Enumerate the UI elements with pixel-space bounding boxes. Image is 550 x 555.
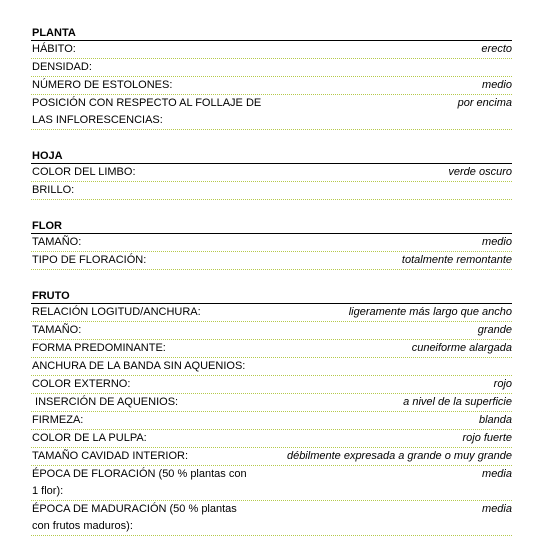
section-title: FLOR [31, 219, 512, 234]
characteristics-sheet [31, 26, 512, 555]
section-fruto [31, 289, 512, 536]
row-value: media [482, 468, 512, 480]
row-value: medio [482, 79, 512, 91]
table-row [31, 95, 512, 130]
table-row [31, 412, 512, 430]
row-label: TAMAÑO: [32, 324, 82, 336]
row-value: blanda [478, 414, 512, 426]
row-value: totalmente remontante [401, 254, 512, 266]
row-label: TIPO DE FLORACIÓN: [32, 254, 147, 266]
row-label: FORMA PREDOMINANTE: [32, 342, 166, 354]
row-value: medio [482, 236, 512, 248]
row-label: ANCHURA DE LA BANDA SIN AQUENIOS: [32, 360, 246, 372]
row-label: ÉPOCA DE MADURACIÓN (50 % plantas con frutos maduros): [32, 503, 237, 532]
row-value: ligeramente más largo que ancho [348, 306, 512, 318]
section-hoja [31, 149, 512, 200]
row-label: COLOR DE LA PULPA: [32, 432, 147, 444]
table-row [31, 304, 512, 322]
section-title: PLANTA [31, 26, 512, 41]
row-value: erecto [481, 43, 512, 55]
row-value: rojo [493, 378, 512, 390]
row-label: COLOR EXTERNO: [32, 378, 131, 390]
row-label: TAMAÑO: [32, 236, 82, 248]
row-label: COLOR DEL LIMBO: [32, 166, 136, 178]
row-label: INSERCIÓN DE AQUENIOS: [32, 396, 179, 408]
row-value: débilmente expresada a grande o muy grande [286, 450, 512, 462]
table-row [31, 358, 512, 376]
table-row [31, 77, 512, 95]
row-label: TAMAÑO CAVIDAD INTERIOR: [32, 450, 189, 462]
table-row [31, 394, 512, 412]
row-label: POSICIÓN CON RESPECTO AL FOLLAJE DE LAS INFLORESCENCIAS: [32, 97, 262, 126]
section-title: FRUTO [31, 289, 512, 304]
table-row [31, 448, 512, 466]
table-row [31, 430, 512, 448]
row-label: NÚMERO DE ESTOLONES: [32, 79, 173, 91]
row-label: FIRMEZA: [32, 414, 84, 426]
section-title: HOJA [31, 149, 512, 164]
table-row [31, 164, 512, 182]
section-flor [31, 219, 512, 270]
table-row [31, 182, 512, 200]
row-label: DENSIDAD: [32, 61, 92, 73]
table-row [31, 340, 512, 358]
table-row [31, 466, 512, 501]
row-label: RELACIÓN LOGITUD/ANCHURA: [32, 306, 201, 318]
table-row [31, 59, 512, 77]
row-value: verde oscuro [448, 166, 512, 178]
row-label: HÁBITO: [32, 43, 76, 55]
table-row [31, 376, 512, 394]
section-planta [31, 26, 512, 130]
row-value: cuneiforme alargada [411, 342, 512, 354]
table-row [31, 501, 512, 536]
table-row [31, 322, 512, 340]
table-row [31, 234, 512, 252]
row-value: grande [477, 324, 512, 336]
row-value: media [482, 503, 512, 515]
row-label: BRILLO: [32, 184, 75, 196]
row-value: a nivel de la superficie [403, 396, 512, 408]
row-value: rojo fuerte [462, 432, 512, 444]
row-value: por encima [457, 97, 512, 109]
row-label: ÉPOCA DE FLORACIÓN (50 % plantas con 1 flor): [32, 468, 247, 497]
table-row [31, 41, 512, 59]
table-row [31, 252, 512, 270]
